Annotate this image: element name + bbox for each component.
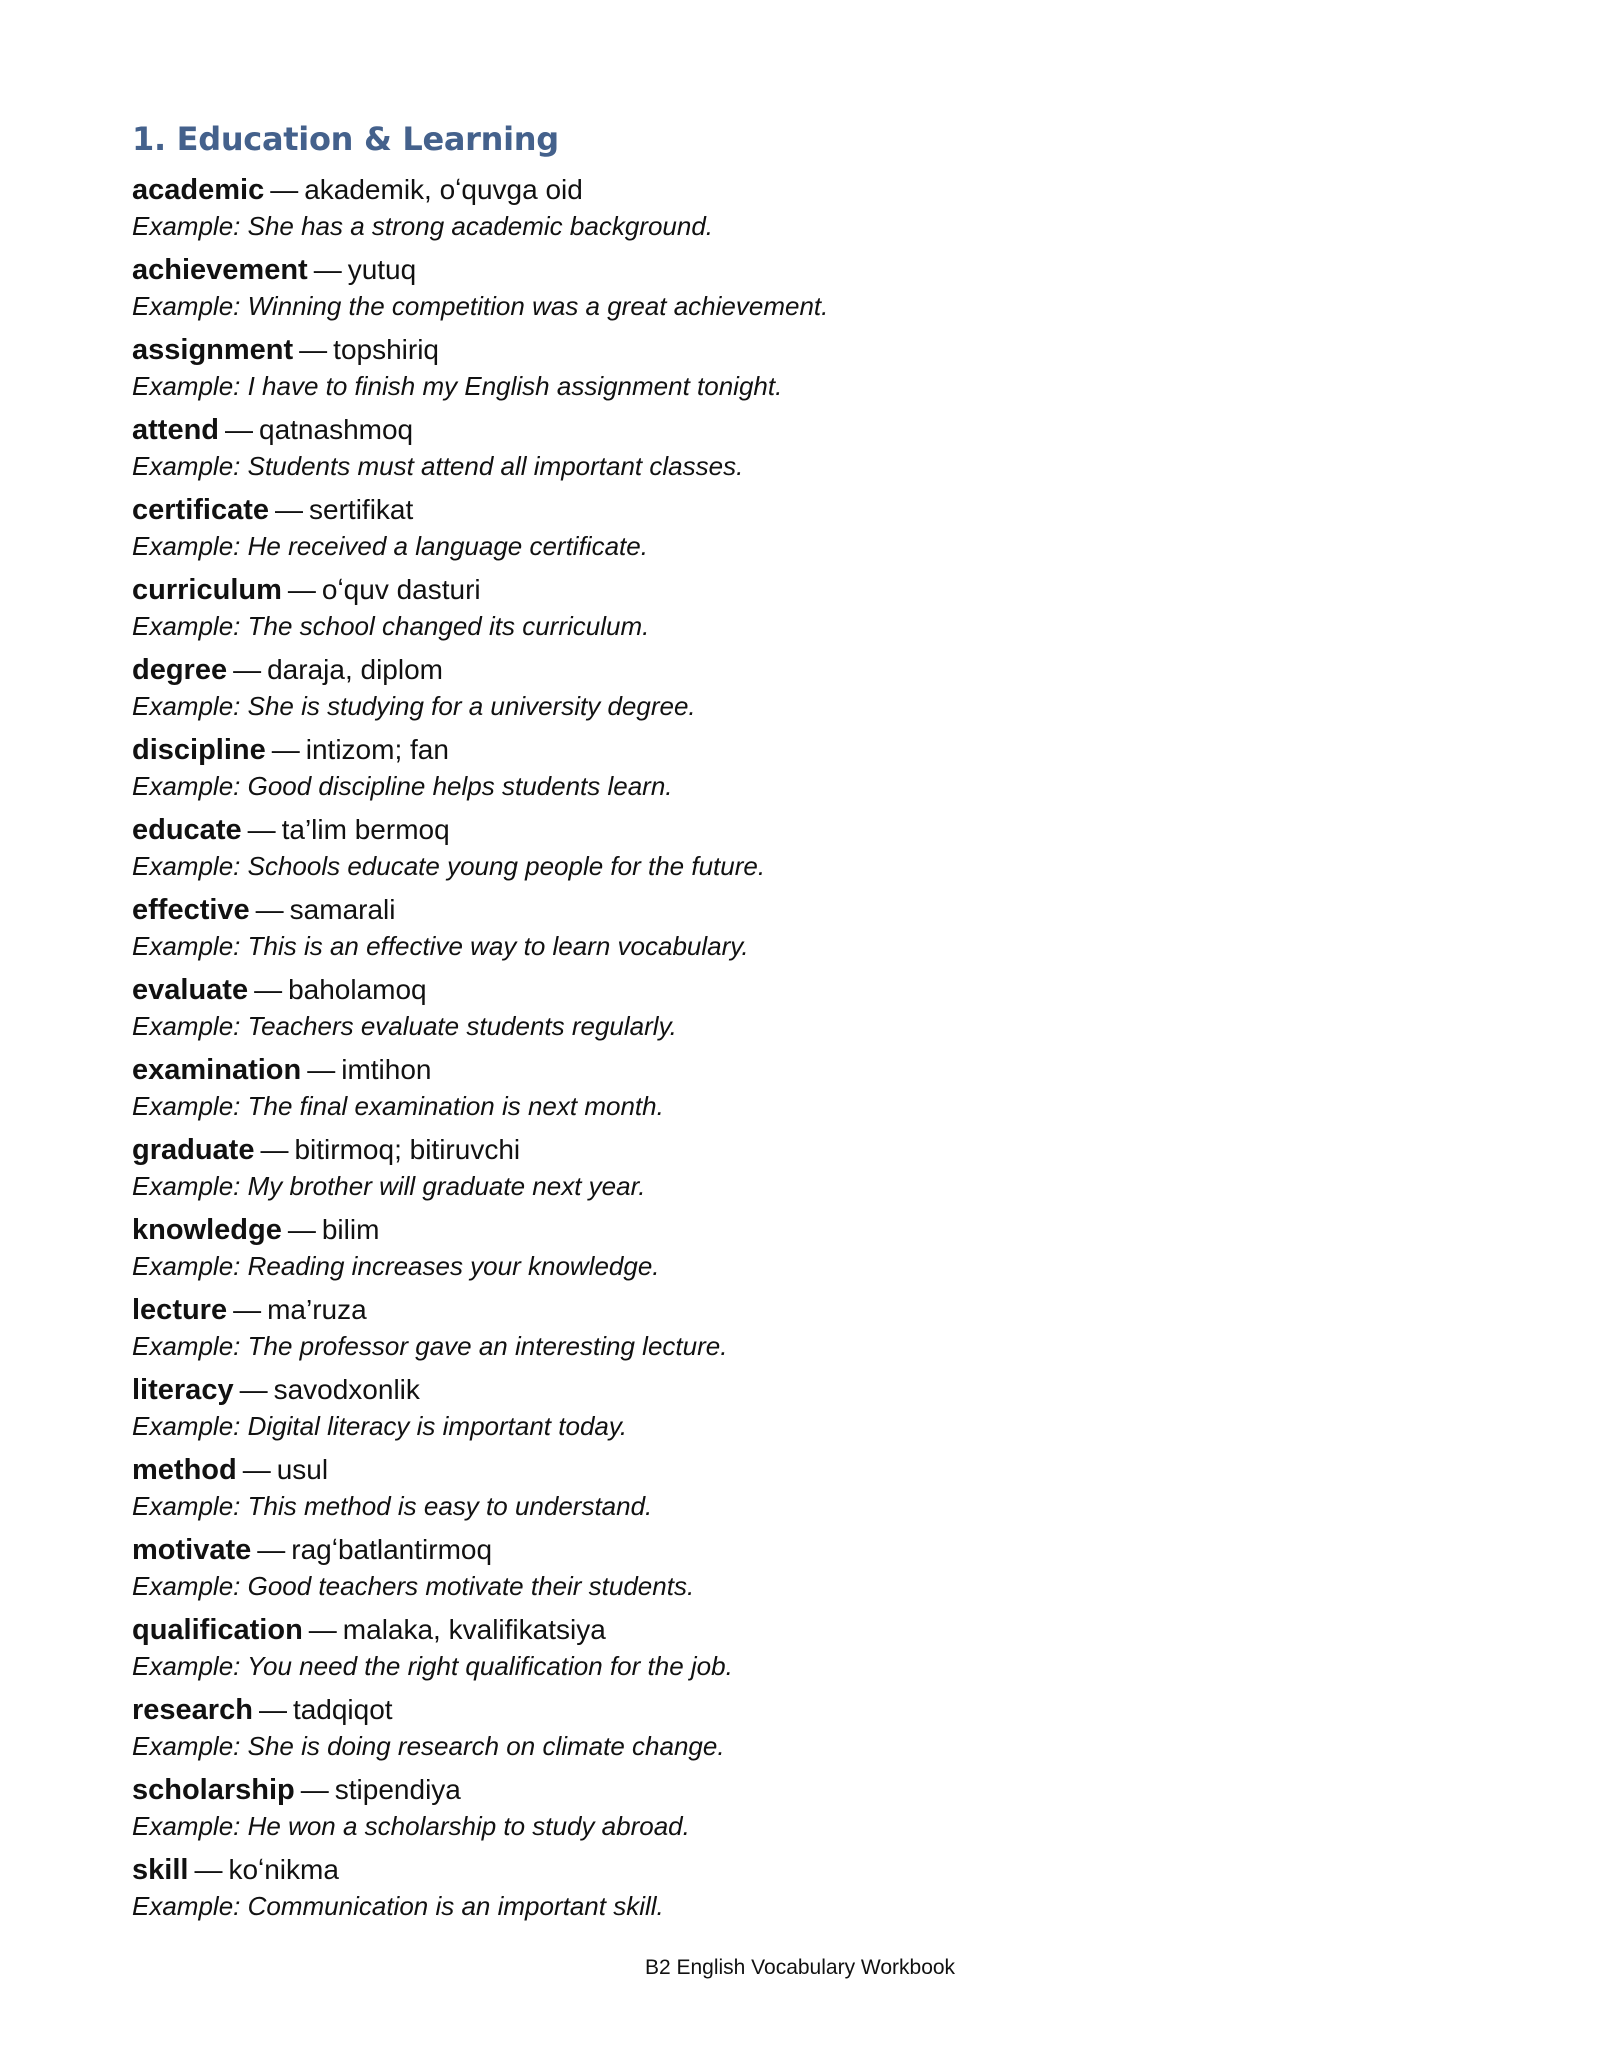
entry-headline (132, 412, 1472, 448)
entry-headline (132, 892, 1472, 928)
entry-headline (132, 172, 1472, 208)
vocab-example: Example: Schools educate young people for the future. (132, 851, 766, 881)
vocab-example: Example: Communication is an important skill. (132, 1891, 664, 1921)
entry-headline (132, 972, 1472, 1008)
vocab-example: Example: The professor gave an interesting lecture. (132, 1331, 728, 1361)
entry-headline (132, 1052, 1472, 1088)
entry-headline (132, 1292, 1472, 1328)
entry-headline (132, 252, 1472, 288)
vocab-word: skill (132, 1854, 189, 1886)
vocab-word: effective (132, 894, 250, 926)
vocab-word: evaluate (132, 974, 249, 1006)
vocab-translation: imtihon (341, 1054, 432, 1085)
separator-dash: — (271, 734, 300, 765)
vocab-example: Example: My brother will graduate next year. (132, 1171, 646, 1201)
vocab-word: examination (132, 1054, 302, 1086)
vocab-entry (132, 1132, 1472, 1212)
entry-headline (132, 492, 1472, 528)
vocab-entry (132, 412, 1472, 492)
separator-dash: — (233, 654, 262, 685)
vocab-entry (132, 492, 1472, 572)
entry-headline (132, 1692, 1472, 1728)
vocab-word: discipline (132, 734, 266, 766)
separator-dash: — (239, 1374, 268, 1405)
vocab-translation: daraja, diplom (267, 654, 443, 685)
vocab-entry (132, 1372, 1472, 1452)
entry-headline (132, 572, 1472, 608)
vocab-word: degree (132, 654, 228, 686)
vocab-example: Example: She has a strong academic background. (132, 211, 714, 241)
separator-dash: — (313, 254, 342, 285)
vocab-word: motivate (132, 1534, 252, 1566)
separator-dash: — (233, 1294, 262, 1325)
vocab-translation: ta’lim bermoq (281, 814, 450, 845)
entry-headline (132, 1132, 1472, 1168)
vocab-entry (132, 892, 1472, 972)
entry-headline (132, 1212, 1472, 1248)
separator-dash: — (254, 974, 283, 1005)
vocab-translation: bitirmoq; bitiruvchi (294, 1134, 521, 1165)
vocab-word: attend (132, 414, 219, 446)
vocab-translation: stipendiya (334, 1774, 461, 1805)
entry-headline (132, 1612, 1472, 1648)
vocab-example: Example: The school changed its curriculum. (132, 611, 650, 641)
vocab-entry (132, 332, 1472, 412)
vocab-example: Example: He won a scholarship to study abroad. (132, 1811, 690, 1841)
vocab-example: Example: I have to finish my English assignment tonight. (132, 371, 783, 401)
vocab-translation: savodxonlik (273, 1374, 420, 1405)
vocab-translation: baholamoq (288, 974, 427, 1005)
vocab-entry (132, 172, 1472, 252)
vocab-word: curriculum (132, 574, 282, 606)
separator-dash: — (260, 1134, 289, 1165)
vocab-example: Example: You need the right qualification for the job. (132, 1651, 733, 1681)
separator-dash: — (257, 1534, 286, 1565)
vocab-translation: sertifikat (309, 494, 414, 525)
vocab-translation: usul (276, 1454, 329, 1485)
separator-dash: — (225, 414, 253, 445)
vocab-translation: yutuq (347, 254, 417, 285)
separator-dash: — (287, 574, 316, 605)
vocab-example: Example: Teachers evaluate students regularly. (132, 1011, 677, 1041)
vocab-example: Example: Reading increases your knowledge. (132, 1251, 660, 1281)
vocab-entry (132, 1292, 1472, 1372)
vocab-example: Example: Good discipline helps students learn. (132, 771, 673, 801)
separator-dash: — (255, 894, 284, 925)
entry-headline (132, 1452, 1472, 1488)
vocab-entry (132, 1772, 1472, 1852)
entry-headline (132, 1532, 1472, 1568)
vocab-entry (132, 1212, 1472, 1292)
separator-dash: — (307, 1054, 336, 1085)
vocab-example: Example: Winning the competition was a great achievement. (132, 291, 829, 321)
vocab-word: literacy (132, 1374, 234, 1406)
vocabulary-list (132, 172, 1472, 1932)
entry-headline (132, 1852, 1472, 1888)
vocab-translation: oʻquv dasturi (321, 574, 481, 605)
vocab-entry (132, 1052, 1472, 1132)
separator-dash: — (194, 1854, 223, 1885)
vocab-word: graduate (132, 1134, 255, 1166)
vocab-entry (132, 1852, 1472, 1932)
separator-dash: — (258, 1694, 287, 1725)
separator-dash: — (247, 814, 276, 845)
vocab-translation: malaka, kvalifikatsiya (342, 1614, 606, 1645)
entry-headline (132, 1772, 1472, 1808)
vocab-example: Example: This method is easy to understand. (132, 1491, 653, 1521)
vocab-example: Example: Digital literacy is important today. (132, 1411, 628, 1441)
entry-headline (132, 332, 1472, 368)
vocab-word: method (132, 1454, 237, 1486)
vocab-translation: samarali (289, 894, 396, 925)
vocab-word: scholarship (132, 1774, 295, 1806)
vocab-word: assignment (132, 334, 294, 366)
vocab-word: knowledge (132, 1214, 282, 1246)
vocab-word: achievement (132, 254, 308, 286)
vocab-example: Example: She is studying for a university degree. (132, 691, 696, 721)
vocab-entry (132, 252, 1472, 332)
vocab-entry (132, 1692, 1472, 1772)
page-footer: B2 English Vocabulary Workbook (644, 1956, 956, 1979)
vocab-entry (132, 1452, 1472, 1532)
separator-dash: — (275, 494, 304, 525)
entry-headline (132, 1372, 1472, 1408)
vocab-example: Example: Students must attend all important classes. (132, 451, 744, 481)
vocab-translation: ma’ruza (267, 1294, 367, 1325)
vocab-example: Example: The final examination is next month. (132, 1091, 664, 1121)
separator-dash: — (242, 1454, 271, 1485)
entry-headline (132, 652, 1472, 688)
vocab-example: Example: Good teachers motivate their students. (132, 1571, 695, 1601)
vocab-example: Example: He received a language certificate. (132, 531, 648, 561)
separator-dash: — (308, 1614, 337, 1645)
vocab-entry (132, 1612, 1472, 1692)
vocab-entry (132, 572, 1472, 652)
vocab-entry (132, 652, 1472, 732)
vocab-word: research (132, 1694, 253, 1726)
separator-dash: — (270, 174, 299, 205)
separator-dash: — (299, 334, 328, 365)
vocab-word: qualification (132, 1614, 303, 1646)
separator-dash: — (300, 1774, 329, 1805)
section-heading: 1. Education & Learning (132, 120, 559, 158)
vocab-translation: tadqiqot (292, 1694, 393, 1725)
entry-headline (132, 732, 1472, 768)
vocab-word: educate (132, 814, 242, 846)
vocab-example: Example: She is doing research on climate change. (132, 1731, 725, 1761)
entry-headline (132, 812, 1472, 848)
vocab-word: certificate (132, 494, 270, 526)
separator-dash: — (287, 1214, 316, 1245)
vocab-word: academic (132, 174, 265, 206)
vocab-word: lecture (132, 1294, 228, 1326)
vocab-translation: bilim (321, 1214, 380, 1245)
vocab-translation: ragʻbatlantirmoq (291, 1534, 493, 1565)
vocab-example: Example: This is an effective way to learn vocabulary. (132, 931, 749, 961)
vocab-entry (132, 732, 1472, 812)
vocab-entry (132, 812, 1472, 892)
vocab-entry (132, 972, 1472, 1052)
vocab-translation: intizom; fan (305, 734, 449, 765)
vocab-entry (132, 1532, 1472, 1612)
vocab-translation: qatnashmoq (259, 414, 414, 445)
vocab-translation: koʻnikma (228, 1854, 339, 1885)
vocab-translation: akademik, oʻquvga oid (304, 174, 583, 205)
vocab-translation: topshiriq (333, 334, 440, 365)
